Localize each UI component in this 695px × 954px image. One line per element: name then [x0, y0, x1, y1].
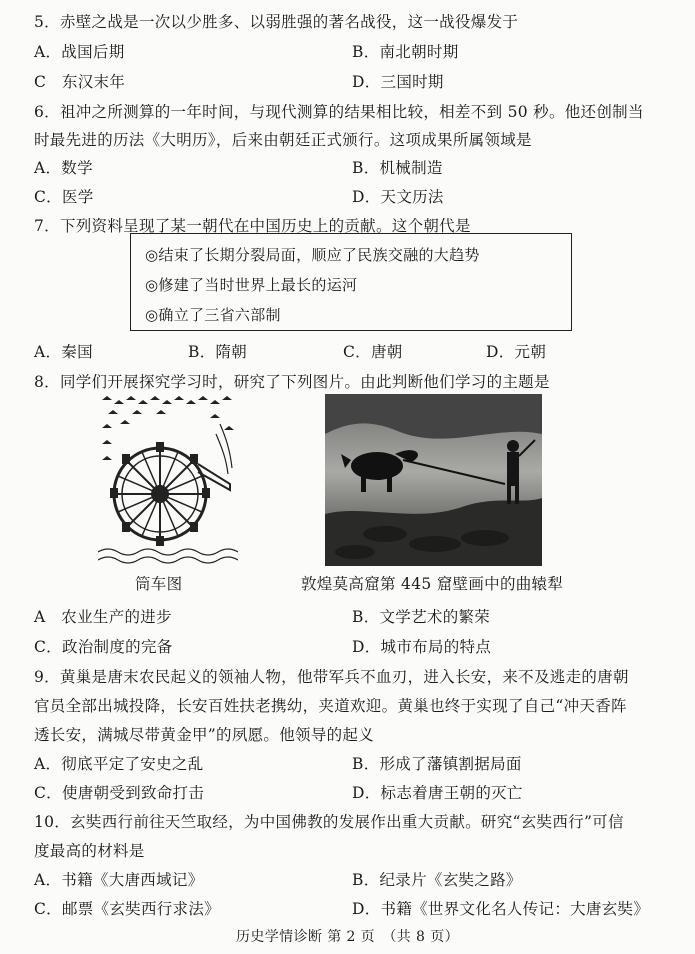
q9-stem-line-1: 9．黄巢是唐末农民起义的领袖人物，他带军兵不血刃，进入长安，来不及逃走的唐朝 — [34, 668, 629, 686]
q7-option-d[interactable]: D．元朝 — [486, 343, 547, 361]
q5-option-c[interactable]: C 东汉末年 — [34, 73, 126, 91]
figure-caption-mural: 敦煌莫高窟第 445 窟壁画中的曲辕犁 — [301, 575, 564, 593]
q7-stem: 7．下列资料呈现了某一朝代在中国历史上的贡献。这个朝代是 — [34, 217, 471, 235]
q9-option-a[interactable]: A．彻底平定了安史之乱 — [34, 755, 204, 773]
q10-option-d[interactable]: D．书籍《世界文化名人传记：大唐玄奘》 — [352, 900, 650, 918]
q7-material-item-1: ◎结束了长期分裂局面，顺应了民族交融的大趋势 — [145, 246, 480, 264]
figure-caption-waterwheel: 筒车图 — [135, 575, 183, 593]
q8-option-c[interactable]: C．政治制度的完备 — [34, 638, 173, 656]
q7-option-a[interactable]: A．秦国 — [34, 343, 93, 361]
q7-material-item-2: ◎修建了当时世界上最长的运河 — [145, 276, 358, 294]
q9-option-c[interactable]: C．使唐朝受到致命打击 — [34, 784, 205, 802]
q7-material-box — [130, 233, 572, 331]
q5-option-b[interactable]: B．南北朝时期 — [352, 43, 459, 61]
q9-stem-line-2: 官员全部出城投降，长安百姓扶老携幼，夹道欢迎。黄巢也终于实现了自己“冲天香阵 — [34, 697, 627, 715]
q7-material-item-3: ◎确立了三省六部制 — [145, 306, 281, 324]
q10-stem-line-2: 度最高的材料是 — [34, 842, 145, 860]
waterwheel-illustration — [98, 394, 238, 566]
q8-option-a[interactable]: A 农业生产的进步 — [34, 608, 172, 626]
q8-stem: 8．同学们开展探究学习时，研究了下列图片。由此判断他们学习的主题是 — [34, 373, 550, 391]
q9-stem-line-3: 透长安，满城尽带黄金甲”的夙愿。他领导的起义 — [34, 726, 375, 744]
q10-option-b[interactable]: B．纪录片《玄奘之路》 — [352, 871, 522, 889]
q7-option-c[interactable]: C．唐朝 — [343, 343, 403, 361]
q6-option-d[interactable]: D．天文历法 — [352, 188, 444, 206]
q9-option-d[interactable]: D．标志着唐王朝的灭亡 — [352, 784, 523, 802]
q6-option-c[interactable]: C．医学 — [34, 188, 94, 206]
q5-option-a[interactable]: A．战国后期 — [34, 43, 125, 61]
q9-option-b[interactable]: B．形成了藩镇割据局面 — [352, 755, 522, 773]
q6-option-b[interactable]: B．机械制造 — [352, 159, 443, 177]
q7-option-b[interactable]: B．隋朝 — [188, 343, 248, 361]
q6-stem-line-2: 时最先进的历法《大明历》，后来由朝廷正式颁行。这项成果所属领域是 — [34, 131, 532, 149]
mural-ox-plough — [325, 394, 542, 566]
q5-stem: 5．赤壁之战是一次以少胜多、以弱胜强的著名战役，这一战役爆发于 — [34, 13, 519, 31]
q5-option-d[interactable]: D．三国时期 — [352, 73, 444, 91]
q10-option-c[interactable]: C．邮票《玄奘西行求法》 — [34, 900, 220, 918]
q6-stem-line-1: 6．祖冲之所测算的一年时间，与现代测算的结果相比较，相差不到 50 秒。他还创制当 — [34, 103, 644, 121]
page-footer: 历史学情诊断 第 2 页 （共 8 页） — [235, 929, 460, 945]
q10-option-a[interactable]: A．书籍《大唐西域记》 — [34, 871, 204, 889]
q8-option-b[interactable]: B．文学艺术的繁荣 — [352, 608, 491, 626]
q8-option-d[interactable]: D．城市布局的特点 — [352, 638, 492, 656]
q10-stem-line-1: 10．玄奘西行前往天竺取经，为中国佛教的发展作出重大贡献。研究“玄奘西行”可信 — [34, 813, 624, 831]
q6-option-a[interactable]: A．数学 — [34, 159, 93, 177]
